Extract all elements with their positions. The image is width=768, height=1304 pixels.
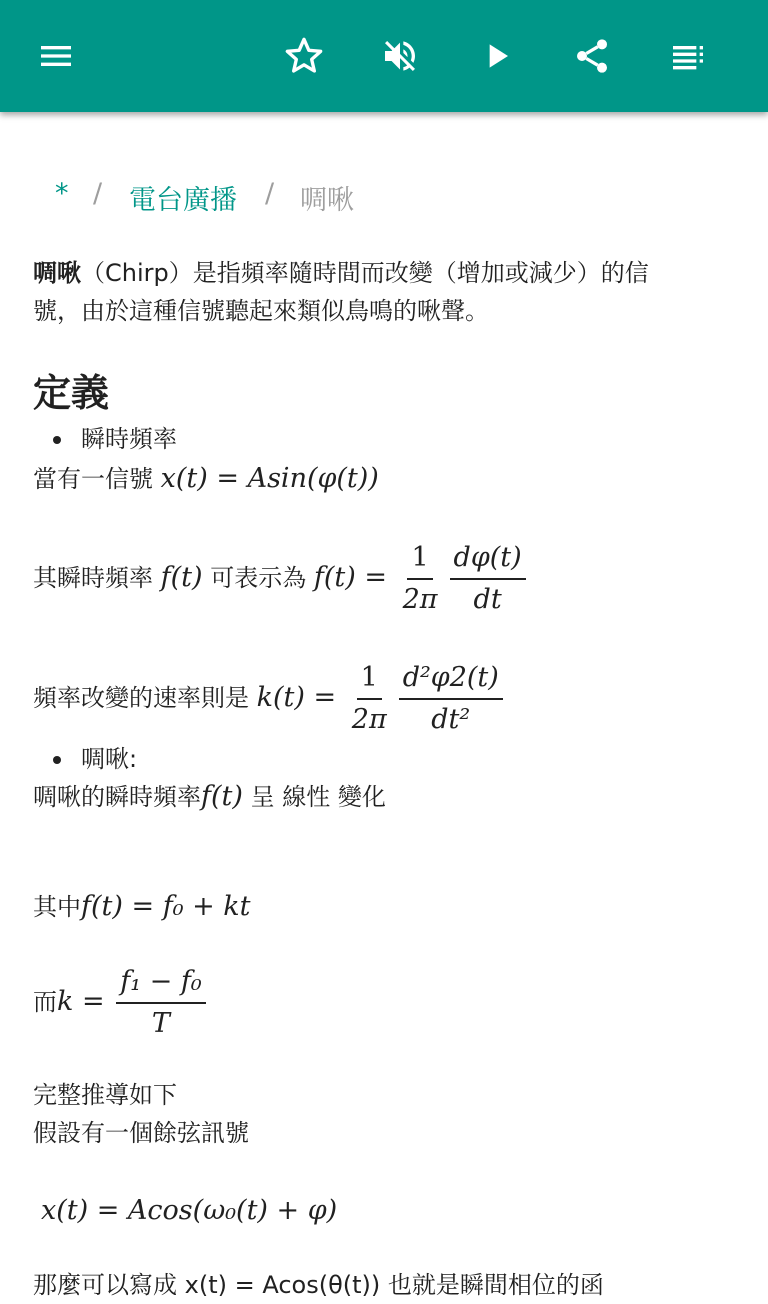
intro-term: 啁啾 [33,259,81,287]
signal-prefix: 當有一信號 [33,465,153,493]
breadcrumb-separator: / [265,178,275,209]
breadcrumb-current: 啁啾 [300,185,354,216]
derivation-line2: 假設有一個餘弦訊號 [33,1119,249,1147]
fraction-denominator: dt [473,584,502,615]
and-prefix: 而 [33,988,57,1016]
instant-frequency-symbol: f(t) [160,562,203,593]
fraction-numerator: d²φ2(t) [399,658,503,700]
fraction-1-over-2pi [399,538,442,620]
instant-frequency-prefix: 其瞬時頻率 [33,564,153,592]
star-icon[interactable] [280,32,328,80]
fraction-numerator: f₁ − f₀ [116,962,205,1004]
signal-line [33,460,379,498]
fraction-denominator: dt² [431,704,471,735]
instant-frequency-lhs: f(t) = [313,562,387,593]
playlist-icon[interactable] [664,32,712,80]
fraction-1-over-2pi [348,658,391,740]
breadcrumb-root[interactable]: * [55,178,69,209]
fraction-denominator: 2π [402,584,438,615]
instant-frequency-line [33,538,530,620]
chirp-line [33,778,386,816]
fraction-numerator: dφ(t) [450,538,526,580]
k-definition-line [33,962,210,1044]
rate-lhs: k(t) = [256,682,337,713]
chirp-line-suffix: 呈 線性 變化 [250,783,386,811]
signal-formula: x(t) = Asin(φ(t)) [160,463,379,494]
rate-prefix: 頻率改變的速率則是 [33,684,249,712]
instant-frequency-middle: 可表示為 [210,564,307,592]
rate-line [33,658,507,740]
bullet-instant-frequency: 瞬時頻率 [33,420,177,458]
app-bar [0,0,768,112]
breadcrumb-parent[interactable]: 電台廣播 [129,185,237,216]
derivation-line1: 完整推導如下 [33,1081,177,1109]
intro-line2: 號，由於這種信號聽起來類似鳥鳴的啾聲。 [33,297,489,325]
breadcrumb-separator: / [93,178,103,209]
fraction-k [116,962,205,1044]
menu-icon[interactable] [32,32,80,80]
k-lhs: k = [57,986,105,1017]
where-prefix: 其中 [33,893,81,921]
chirp-line-prefix: 啁啾的瞬時頻率 [33,783,201,811]
fraction-numerator: 1 [357,658,382,700]
fraction-dphi-dt [450,538,526,620]
intro-line1: （Chirp）是指頻率隨時間而改變（增加或減少）的信 [81,259,649,287]
intro-paragraph [33,254,649,292]
fraction-denominator: 2π [351,704,387,735]
where-line [33,888,251,926]
cutoff-line: 那麼可以寫成 x(t) = Acos(θ(t)) 也就是瞬間相位的函 [33,1271,604,1299]
fraction-denominator: T [151,1008,170,1039]
play-icon[interactable] [474,32,522,80]
where-formula: f(t) = f₀ + kt [81,891,251,922]
volume-off-icon[interactable] [376,32,424,80]
cosine-formula: x(t) = Acos(ω₀(t) + φ) [41,1195,338,1226]
chirp-line-symbol: f(t) [201,781,243,812]
share-icon[interactable] [568,32,616,80]
heading-definition: 定義 [33,371,110,415]
bullet-chirp: 啁啾: [33,740,137,778]
fraction-d2phi-dt2 [399,658,503,740]
fraction-numerator: 1 [407,538,432,580]
